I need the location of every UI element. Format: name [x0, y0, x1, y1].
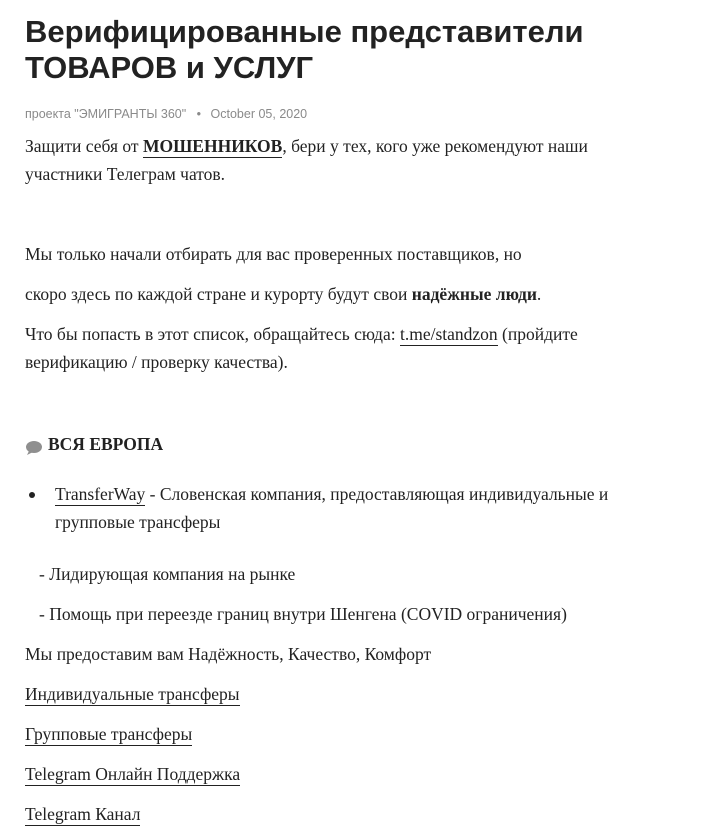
author-label: проекта "ЭМИГРАНТЫ 360"	[25, 107, 187, 121]
article-meta	[25, 106, 695, 122]
article	[25, 14, 695, 828]
group-transfers-link[interactable]: Групповые трансферы	[25, 724, 193, 744]
speech-bubble-icon	[25, 436, 43, 452]
intro-paragraph	[25, 132, 695, 188]
feature-item: - Лидирующая компания на рынке	[39, 564, 296, 584]
list-bullet	[29, 492, 35, 498]
intro-text-2: , бери у тех, кого уже рекомендуют наши	[282, 136, 588, 156]
individual-transfers-link[interactable]: Индивидуальные трансферы	[25, 684, 240, 704]
section-heading	[25, 430, 695, 458]
paragraph-suppliers: Мы только начали отбирать для вас проверенных поставщиков, но	[25, 244, 522, 264]
link-item	[25, 760, 695, 788]
scammers-link[interactable]: МОШЕННИКОВ	[142, 136, 283, 156]
reliable-text: скоро здесь по каждой стране и курорту будут свои	[25, 284, 412, 304]
provider-description-2: групповые трансферы	[55, 512, 221, 532]
promise-text: Мы предоставим вам Надёжность, Качество, Комфорт	[25, 644, 432, 664]
provider-list	[25, 480, 695, 536]
telegram-support-link[interactable]: Telegram Онлайн Поддержка	[25, 764, 241, 784]
link-item	[25, 800, 695, 828]
feature-item: - Помощь при переезде границ внутри Шенгена (COVID ограничения)	[39, 604, 567, 624]
paragraph-contact	[25, 320, 695, 376]
link-item	[25, 720, 695, 748]
transferway-link[interactable]: TransferWay	[55, 484, 146, 504]
page-title	[25, 14, 695, 86]
article-body	[25, 132, 695, 828]
link-item	[25, 680, 695, 708]
contact-text-2: (пройдите	[497, 324, 578, 344]
title-line-1: Верифицированные представители	[25, 14, 584, 49]
contact-text: Что бы попасть в этот список, обращайтесь сюда:	[25, 324, 400, 344]
reliable-people: надёжные люди	[411, 284, 537, 304]
reliable-period: .	[536, 284, 542, 304]
title-line-2: ТОВАРОВ и УСЛУГ	[25, 50, 314, 85]
meta-separator: •	[196, 107, 202, 121]
intro-text-3: участники Телеграм чатов.	[25, 164, 226, 184]
provider-description: - Словенская компания, предоставляющая индивидуальные и	[145, 484, 609, 504]
section-title: ВСЯ ЕВРОПА	[48, 434, 164, 454]
publish-date: October 05, 2020	[210, 107, 308, 121]
intro-text: Защити себя от	[25, 136, 143, 156]
paragraph-reliable	[25, 280, 695, 308]
telegram-channel-link[interactable]: Telegram Канал	[25, 804, 141, 824]
contact-text-3: верификацию / проверку качества).	[25, 352, 288, 372]
telegram-contact-link[interactable]: t.me/standzon	[399, 324, 498, 344]
